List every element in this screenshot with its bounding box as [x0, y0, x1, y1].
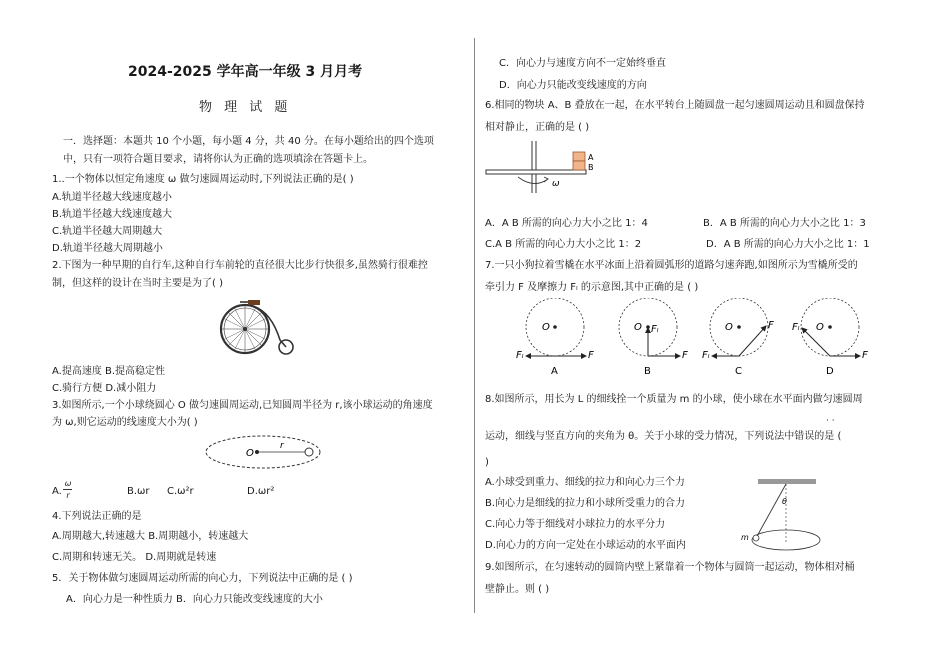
penny-farthing-bicycle-figure	[218, 296, 302, 360]
q7-stem-line-1: 7.一只小狗拉着雪橇在水平冰面上沿着圆弧形的道路匀速奔跑,如图所示为雪橇所受的	[485, 260, 858, 271]
q5-stem: 5．关于物体做匀速圆周运动所需的向心力，下列说法中正确的是 ( )	[52, 573, 353, 584]
q7-diagram-c	[702, 298, 774, 377]
q3-option-b: B.ωr	[127, 486, 150, 497]
q8-option-c: C.向心力等于细线对小球拉力的水平分力	[485, 519, 666, 530]
q8-stem-line-3: )	[485, 457, 489, 468]
q5-options-row-1: A．向心力是一种性质力 B．向心力只能改变线速度的大小	[66, 594, 323, 605]
q1-option-a: A.轨道半径越大线速度越小	[52, 192, 172, 203]
q4-options-row-1: A.周期越大,转速越大 B.周期越小，转速越大	[52, 531, 249, 542]
q7-label-c: C	[735, 366, 742, 377]
q6-fig-block-b: B	[588, 163, 594, 172]
q6-option-b: B．A B 所需的向心力大小之比 1：3	[703, 218, 866, 229]
instructions-line-1: 一．选择题：本题共 10 个小题，每小题 4 分，共 40 分。在每小题给出的四个选项	[63, 136, 434, 147]
q6-option-d: D．A B 所需的向心力大小之比 1：1	[706, 239, 870, 250]
instructions-line-2: 中，只有一项符合题目要求，请将你认为正确的选项填涂在答题卡上。	[63, 154, 373, 165]
q6-stem-line-1: 6.相同的物块 A、B 叠放在一起，在水平转台上随圆盘一起匀速圆周运动且和圆盘保持	[485, 100, 865, 111]
q7-d-f: F	[862, 350, 868, 361]
q6-option-a: A．A B 所需的向心力大小之比 1：4	[485, 218, 648, 229]
q7-label-b: B	[644, 366, 651, 377]
q9-stem-line-2: 壁静止。则 ( )	[485, 584, 550, 595]
q7-a-o: O	[542, 322, 550, 333]
q7-label-d: D	[826, 366, 834, 377]
q8-option-b: B.向心力是细线的拉力和小球所受重力的合力	[485, 498, 686, 509]
q8-stem-line-1: 8.如图所示，用长为 L 的细线拴一个质量为 m 的小球，使小球在水平面内做匀速圆周	[485, 394, 863, 405]
q7-c-ff: Fₗ	[702, 350, 710, 361]
q1-option-c: C.轨道半径越大周期越大	[52, 226, 163, 237]
q7-diagram-b	[619, 298, 688, 377]
q8-emphasis-dots: · ·	[826, 416, 835, 426]
q7-a-ff: Fₗ	[516, 350, 524, 361]
conical-pendulum-figure	[738, 476, 842, 556]
q6-option-c: C.A B 所需的向心力大小之比 1：2	[485, 239, 642, 250]
q1-option-d: D.轨道半径越大周期越小	[52, 243, 163, 254]
q9-stem-line-1: 9.如图所示，在匀速转动的圆筒内壁上紧靠着一个物体与圆筒一起运动，物体相对桶	[485, 562, 855, 573]
q7-d-ff: Fₗ	[792, 322, 800, 333]
q7-c-f: F	[768, 320, 774, 331]
exam-subtitle: 物 理 试 题	[199, 100, 292, 115]
q7-d-o: O	[816, 322, 824, 333]
q3-fraction-bar	[63, 489, 72, 490]
q7-force-diagrams	[512, 298, 872, 378]
q3-option-a-numerator: ω	[64, 479, 72, 488]
q5-option-d: D．向心力只能改变线速度的方向	[499, 80, 647, 91]
q8-stem-line-2: 运动，细线与竖直方向的夹角为 θ。关于小球的受力情况，下列说法中错误的是 (	[485, 431, 842, 442]
q6-fig-omega: ω	[552, 179, 560, 189]
q3-fig-radius-label: r	[280, 441, 284, 451]
q5-option-c: C．向心力与速度方向不一定始终垂直	[499, 58, 666, 69]
q2-stem-line-2: 制，但这样的设计在当时主要是为了( )	[52, 278, 223, 289]
q7-c-o: O	[725, 322, 733, 333]
q3-option-c: C.ω²r	[167, 486, 194, 497]
q6-fig-block-a: A	[588, 153, 594, 162]
q3-option-a-label: A.	[52, 486, 62, 497]
turntable-figure	[484, 139, 604, 195]
q7-label-a: A	[551, 366, 558, 377]
q7-a-f: F	[588, 350, 594, 361]
q4-stem: 4.下列说法正确的是	[52, 511, 142, 522]
q3-option-d: D.ωr²	[247, 486, 275, 497]
q3-stem-line-1: 3.如图所示,一个小球绕圆心 O 做匀速圆周运动,已知圆周半径为 r,该小球运动的角速度	[52, 400, 433, 411]
q1-stem: 1..一个物体以恒定角速度 ω 做匀速圆周运动时,下列说法正确的是( )	[52, 174, 354, 185]
q7-stem-line-2: 牵引力 F 及摩擦力 Fₗ 的示意图,其中正确的是 ( )	[485, 282, 699, 293]
q2-options-row-1: A.提高速度 B.提高稳定性	[52, 366, 166, 377]
q1-option-b: B.轨道半径越大线速度越大	[52, 209, 173, 220]
q7-b-f: F	[682, 350, 688, 361]
q8-option-d: D.向心力的方向一定处在小球运动的水平面内	[485, 540, 686, 551]
q7-b-o: O	[634, 322, 642, 333]
q7-b-ff: Fₗ	[651, 324, 659, 335]
q2-options-row-2: C.骑行方便 D.减小阻力	[52, 383, 157, 394]
q7-diagram-a	[516, 298, 594, 377]
q3-fig-center-label: O	[246, 448, 254, 459]
q7-diagram-d	[792, 298, 868, 377]
q8-option-a: A.小球受到重力、细线的拉力和向心力三个力	[485, 477, 685, 488]
q4-options-row-2: C.周期和转速无关。 D.周期就是转速	[52, 552, 217, 563]
q2-stem-line-1: 2.下图为一种早期的自行车,这种自行车前轮的直径很大比步行快很多,虽然骑行很难控	[52, 260, 428, 271]
q3-stem-line-2: 为 ω,则它运动的线速度大小为( )	[52, 417, 198, 428]
exam-title: 2024-2025 学年高一年级 3 月月考	[128, 64, 363, 80]
q6-stem-line-2: 相对静止，正确的是 ( )	[485, 122, 590, 133]
circular-motion-figure	[202, 432, 324, 472]
q8-fig-mass: m	[741, 533, 749, 542]
q8-fig-theta: θ	[782, 497, 787, 506]
column-divider	[474, 38, 475, 613]
q3-option-a-denominator: r	[66, 491, 70, 500]
